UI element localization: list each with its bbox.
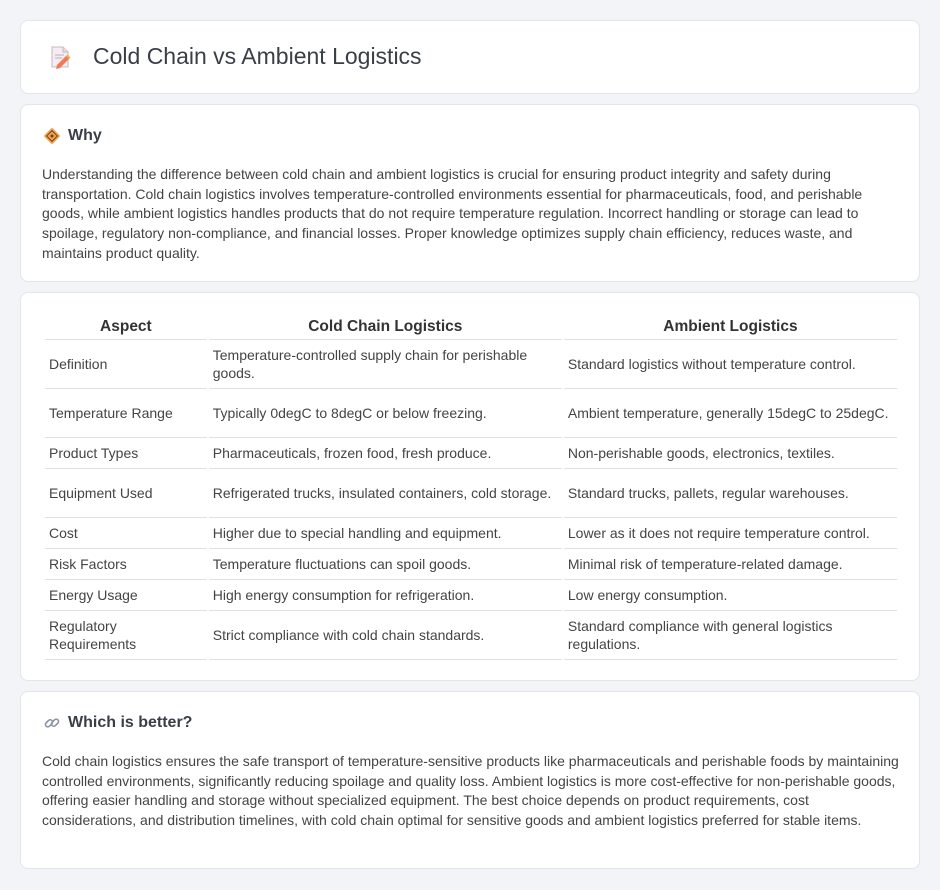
- link-icon: [43, 714, 61, 732]
- table-cell: High energy consumption for refrigeration.: [209, 580, 562, 611]
- table-header-row: [45, 313, 897, 340]
- table-row: [45, 438, 897, 469]
- table-cell: Higher due to special handling and equipment.: [209, 518, 562, 549]
- table-cell: Temperature Range: [45, 389, 207, 438]
- comparison-card: [20, 292, 920, 681]
- better-title: Which is better?: [68, 714, 193, 731]
- why-title: Why: [68, 127, 102, 144]
- table-cell: Refrigerated trucks, insulated containers, cold storage.: [209, 469, 562, 518]
- header-aspect: Aspect: [45, 313, 207, 340]
- table-cell: Typically 0degC to 8degC or below freezing.: [209, 389, 562, 438]
- table-row: [45, 580, 897, 611]
- table-row: [45, 340, 897, 389]
- which-better-card: [20, 691, 920, 869]
- table-cell: Product Types: [45, 438, 207, 469]
- table-cell: Minimal risk of temperature-related damage.: [564, 549, 897, 580]
- header-cold-chain: Cold Chain Logistics: [209, 313, 562, 340]
- page-title: Cold Chain vs Ambient Logistics: [93, 43, 422, 69]
- table-cell: Regulatory Requirements: [45, 611, 207, 660]
- title-card: [20, 20, 920, 94]
- document-edit-icon: [47, 44, 73, 70]
- table-cell: Non-perishable goods, electronics, textiles.: [564, 438, 897, 469]
- table-cell: Temperature fluctuations can spoil goods.: [209, 549, 562, 580]
- title-row: [47, 43, 422, 70]
- table-cell: Risk Factors: [45, 549, 207, 580]
- why-heading: [43, 127, 102, 145]
- table-cell: Cost: [45, 518, 207, 549]
- better-heading: [43, 714, 192, 732]
- table-row: [45, 549, 897, 580]
- table-cell: Standard compliance with general logistics regulations.: [564, 611, 897, 660]
- table-cell: Pharmaceuticals, frozen food, fresh produce.: [209, 438, 562, 469]
- table-cell: Strict compliance with cold chain standards.: [209, 611, 562, 660]
- table-cell: Standard logistics without temperature control.: [564, 340, 897, 389]
- diamond-sign-icon: [43, 127, 61, 145]
- table-cell: Equipment Used: [45, 469, 207, 518]
- table-row: [45, 611, 897, 660]
- table-cell: Energy Usage: [45, 580, 207, 611]
- table-row: [45, 389, 897, 438]
- why-card: [20, 104, 920, 282]
- why-text: Understanding the difference between cold chain and ambient logistics is crucial for ensuring product integrity and safety during transportation. Cold chain logistics involves temperature-controlled environments essential for pharmaceuticals, food, and perishable goods, while ambient logistics handles products that do not require temperature regulation. Incorrect handling or storage can lead to spoilage, regulatory non-compliance, and financial losses. Proper knowledge optimizes supply chain efficiency, reduces waste, and maintains product quality.: [42, 166, 863, 261]
- comparison-table: [43, 313, 899, 660]
- table-row: [45, 518, 897, 549]
- better-text: Cold chain logistics ensures the safe transport of temperature-sensitive products like pharmaceuticals and perishable foods by maintaining controlled environments, significantly reducing spoilage and quality loss. Ambient logistics is more cost-effective for non-perishable goods, offering easier handling and storage without specialized equipment. The best choice depends on product requirements, cost considerations, and distribution timelines, with cold chain optimal for sensitive goods and ambient logistics preferred for stable items.: [42, 753, 899, 829]
- header-ambient: Ambient Logistics: [564, 313, 897, 340]
- table-cell: Lower as it does not require temperature control.: [564, 518, 897, 549]
- table-row: [45, 469, 897, 518]
- table-cell: Low energy consumption.: [564, 580, 897, 611]
- table-cell: Temperature-controlled supply chain for perishable goods.: [209, 340, 562, 389]
- table-cell: Standard trucks, pallets, regular warehouses.: [564, 469, 897, 518]
- table-cell: Definition: [45, 340, 207, 389]
- table-cell: Ambient temperature, generally 15degC to 25degC.: [564, 389, 897, 438]
